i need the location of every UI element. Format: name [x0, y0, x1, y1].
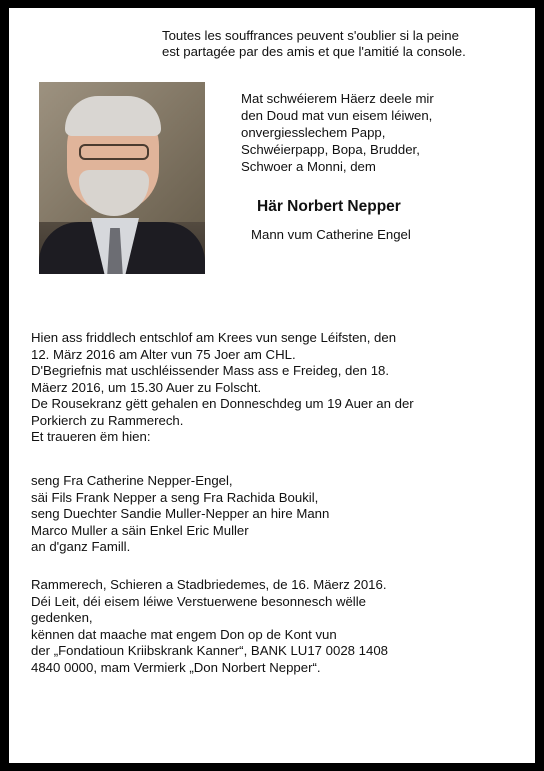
mourner-line: Marco Muller a säin Enkel Eric Muller: [31, 522, 249, 538]
announcement-line: 12. März 2016 am Alter vun 75 Joer am CHL.: [31, 346, 296, 362]
announcement-line: Mäerz 2016, um 15.30 Auer zu Folscht.: [31, 379, 262, 395]
quote-line: est partagée par des amis et que l'amitié la console.: [162, 44, 466, 59]
mourner-line: an d'ganz Famill.: [31, 539, 131, 554]
spouse-line: Mann vum Catherine Engel: [251, 227, 411, 242]
intro-line: Schwoer a Monni, dem: [241, 159, 376, 174]
mourner-line: säi Fils Frank Nepper a seng Fra Rachida Boukil,: [31, 489, 319, 505]
mourner-line: seng Duechter Sandie Muller-Nepper an hire Mann: [31, 506, 330, 521]
closing-line: der „Fondatioun Kriibskrank Kanner“, BANK LU17 0028 1408: [31, 643, 389, 658]
announcement-line: Hien ass friddlech entschlof am Krees vun senge Léifsten, den: [31, 330, 397, 345]
quote-text: [162, 28, 532, 60]
intro-line: Schwéierpapp, Bopa, Brudder,: [241, 142, 420, 157]
announcement-line: Et traueren ëm hien:: [31, 429, 151, 444]
closing-line: Déi Leit, déi eisem léiwe Verstuerwene besonnesch wëlle: [31, 593, 366, 609]
intro-line: den Doud mat vun eisem léiwen,: [241, 108, 433, 123]
announcement-line: Porkierch zu Rammerech.: [31, 412, 184, 428]
obituary-card: [9, 8, 535, 763]
mourners-list: [31, 473, 521, 556]
mourner-line: seng Fra Catherine Nepper-Engel,: [31, 473, 233, 488]
closing-line: 4840 0000, mam Vermierk „Don Norbert Nepper“.: [31, 659, 321, 675]
announcement-text: [31, 330, 521, 446]
intro-line: onvergiesslechem Papp,: [241, 125, 386, 140]
announcement-line: De Rousekranz gëtt gehalen en Donneschdeg um 19 Auer an der: [31, 396, 414, 411]
closing-text: [31, 577, 521, 676]
closing-line: gedenken,: [31, 610, 93, 625]
quote-line: Toutes les souffrances peuvent s'oublier si la peine: [162, 28, 459, 43]
deceased-name: Här Norbert Nepper: [257, 198, 401, 215]
closing-line: Rammerech, Schieren a Stadbriedemes, de 16. Mäerz 2016.: [31, 577, 387, 592]
announcement-line: D'Begriefnis mat uschléissender Mass ass e Freideg, den 18.: [31, 363, 390, 378]
portrait-photo: [39, 82, 205, 274]
closing-line: kënnen dat maache mat engem Don op de Kont vun: [31, 626, 337, 642]
intro-line: Mat schwéierem Häerz deele mir: [241, 91, 434, 106]
intro-text: [241, 90, 531, 175]
